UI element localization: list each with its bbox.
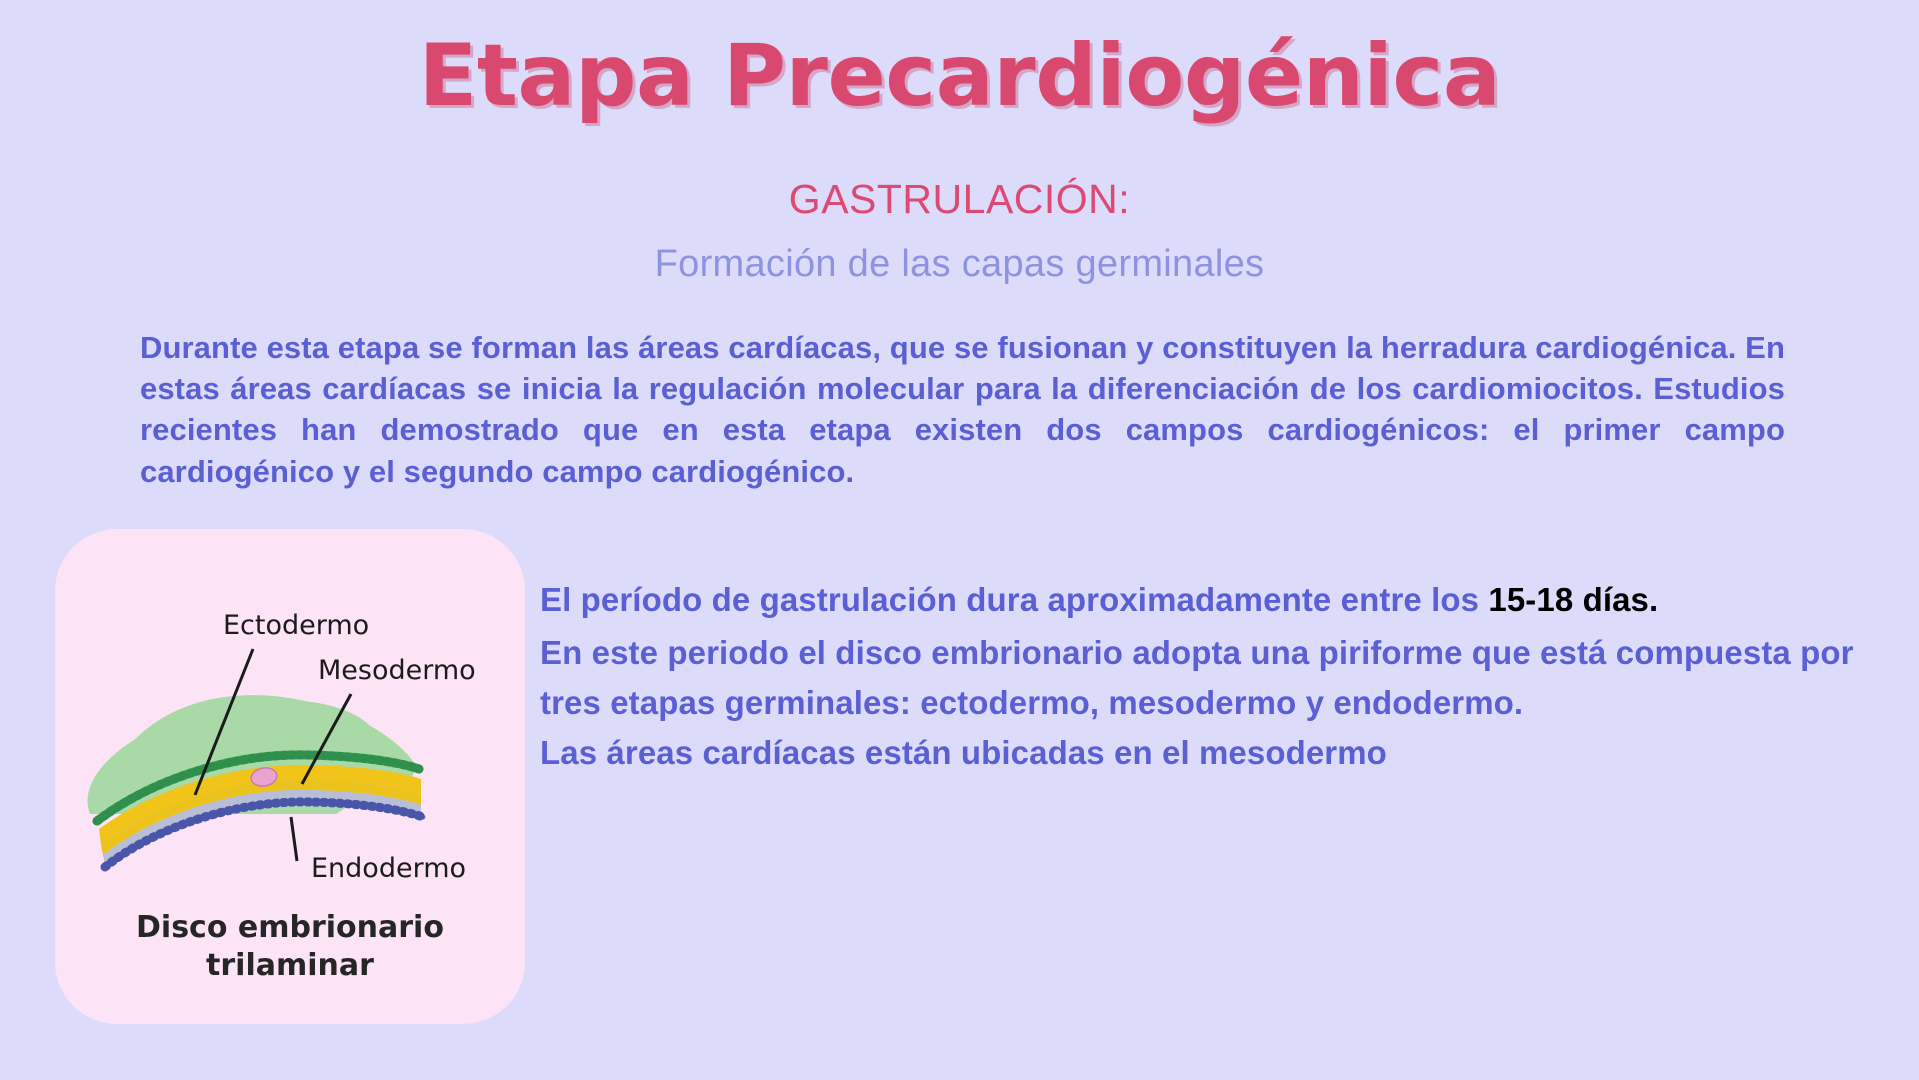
disc-description-paragraph: En este periodo el disco embrionario adopta una piriforme que está compuesta por tres etapas germinales: ectodermo, mesodermo y endodermo.: [540, 633, 1854, 722]
disc-description-block: [540, 628, 1880, 778]
duration-text-lead: El período de gastrulación dura aproximadamente entre los: [540, 581, 1489, 618]
duration-days-word: [1573, 581, 1582, 618]
cardiac-areas-paragraph: Las áreas cardíacas están ubicadas en el mesodermo: [540, 734, 1387, 772]
trilaminar-disc-diagram: [55, 529, 525, 909]
gastrulation-duration-paragraph: [540, 578, 1880, 622]
illustration-caption-line-1: Disco embrionario: [136, 910, 444, 945]
page-title: Etapa Precardiogénica: [418, 26, 1501, 126]
illustration-caption-line-2: trilaminar: [206, 947, 374, 983]
label-ectodermo: Ectodermo: [223, 610, 370, 641]
label-mesodermo: Mesodermo: [318, 655, 476, 686]
intro-paragraph: Durante esta etapa se forman las áreas cardíacas, que se fusionan y constituyen la herradura cardiogénica. En estas áreas cardíacas se inicia la regulación molecular para la diferenciación de los cardiomiocitos. Estudios recientes han demostrado que en esta etapa existen dos campos cardiogénicos: el primer campo cardiogénico y el segundo campo cardiogénico.: [140, 330, 1785, 489]
duration-days-range: 15-18: [1488, 581, 1574, 618]
illustration-caption: [55, 909, 525, 985]
illustration-card: [55, 529, 525, 1024]
right-text-column: [540, 578, 1880, 778]
subtitle-gastrulacion: GASTRULACIÓN:: [788, 176, 1131, 222]
label-endodermo: Endodermo: [311, 853, 467, 884]
subtitle-capas-germinales: Formación de las capas germinales: [654, 243, 1265, 285]
duration-days-unit: días.: [1582, 581, 1659, 618]
